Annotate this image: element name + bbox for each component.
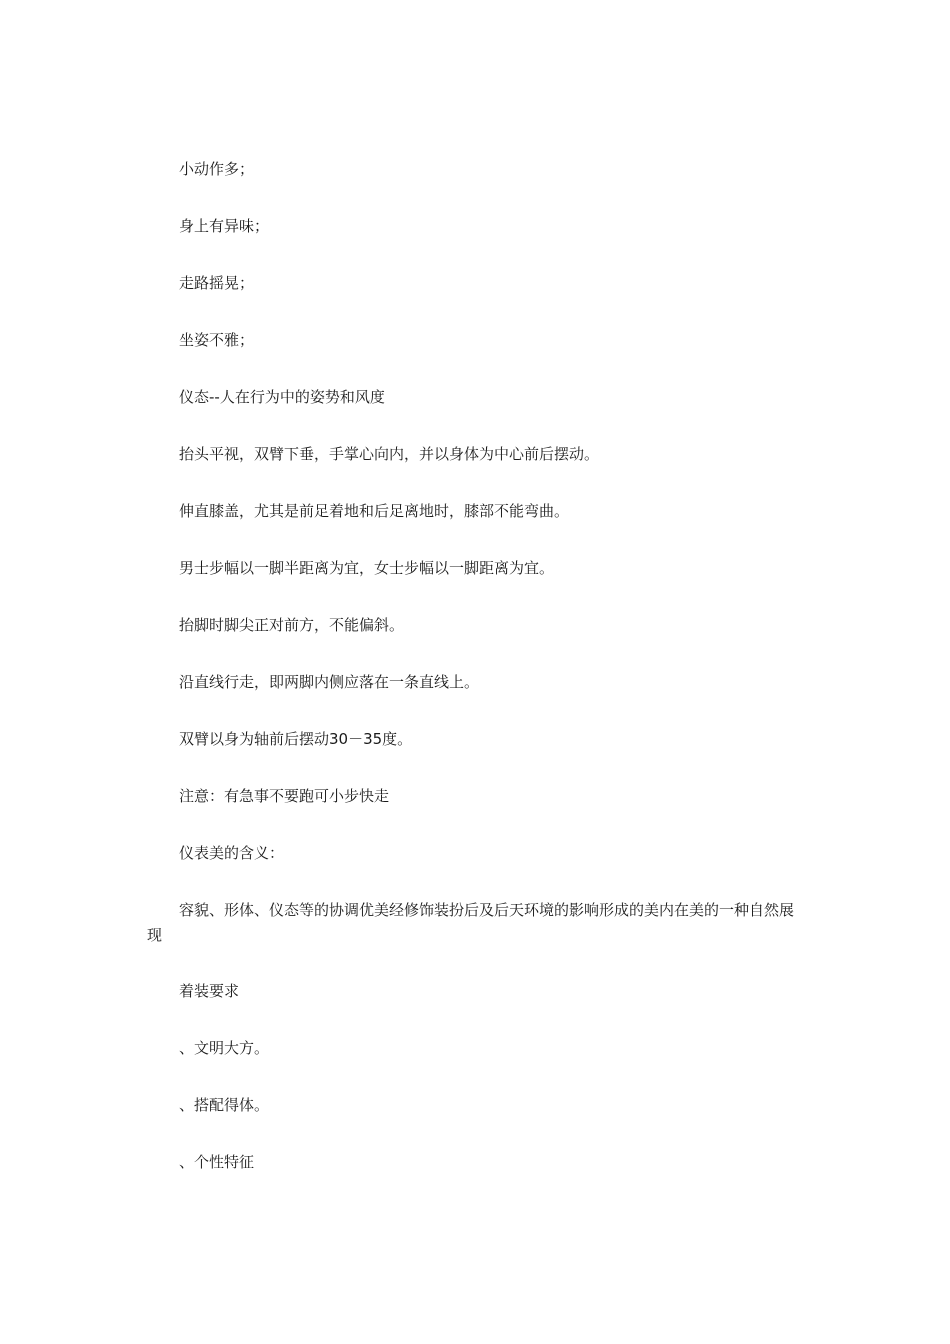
paragraph: 走路摇晃；	[179, 274, 255, 292]
paragraph: 仪表美的含义：	[179, 844, 285, 862]
paragraph: 着装要求	[179, 982, 240, 1000]
paragraph: 沿直线行走，即两脚内侧应落在一条直线上。	[179, 673, 480, 691]
document-body	[147, 157, 807, 1207]
paragraph: 小动作多；	[179, 160, 255, 178]
paragraph: 伸直膝盖，尤其是前足着地和后足离地时，膝部不能弯曲。	[179, 502, 570, 520]
paragraph: 容貌、形体、仪态等的协调优美经修饰装扮后及后天环境的影响形成的美内在美的一种自然展现	[147, 901, 795, 944]
paragraph: 双臂以身为轴前后摆动30－35度。	[179, 730, 413, 748]
paragraph: 、搭配得体。	[179, 1096, 270, 1114]
paragraph: 仪态--人在行为中的姿势和风度	[179, 388, 385, 406]
paragraph: 男士步幅以一脚半距离为宜，女士步幅以一脚距离为宜。	[179, 559, 555, 577]
paragraph: 、个性特征	[179, 1153, 255, 1171]
paragraph: 坐姿不雅；	[179, 331, 255, 349]
paragraph: 抬脚时脚尖正对前方，不能偏斜。	[179, 616, 405, 634]
paragraph: 、文明大方。	[179, 1039, 270, 1057]
paragraph: 注意：有急事不要跑可小步快走	[179, 787, 390, 805]
paragraph: 抬头平视，双臂下垂，手掌心向内，并以身体为中心前后摆动。	[179, 445, 600, 463]
paragraph: 身上有异味；	[179, 217, 270, 235]
